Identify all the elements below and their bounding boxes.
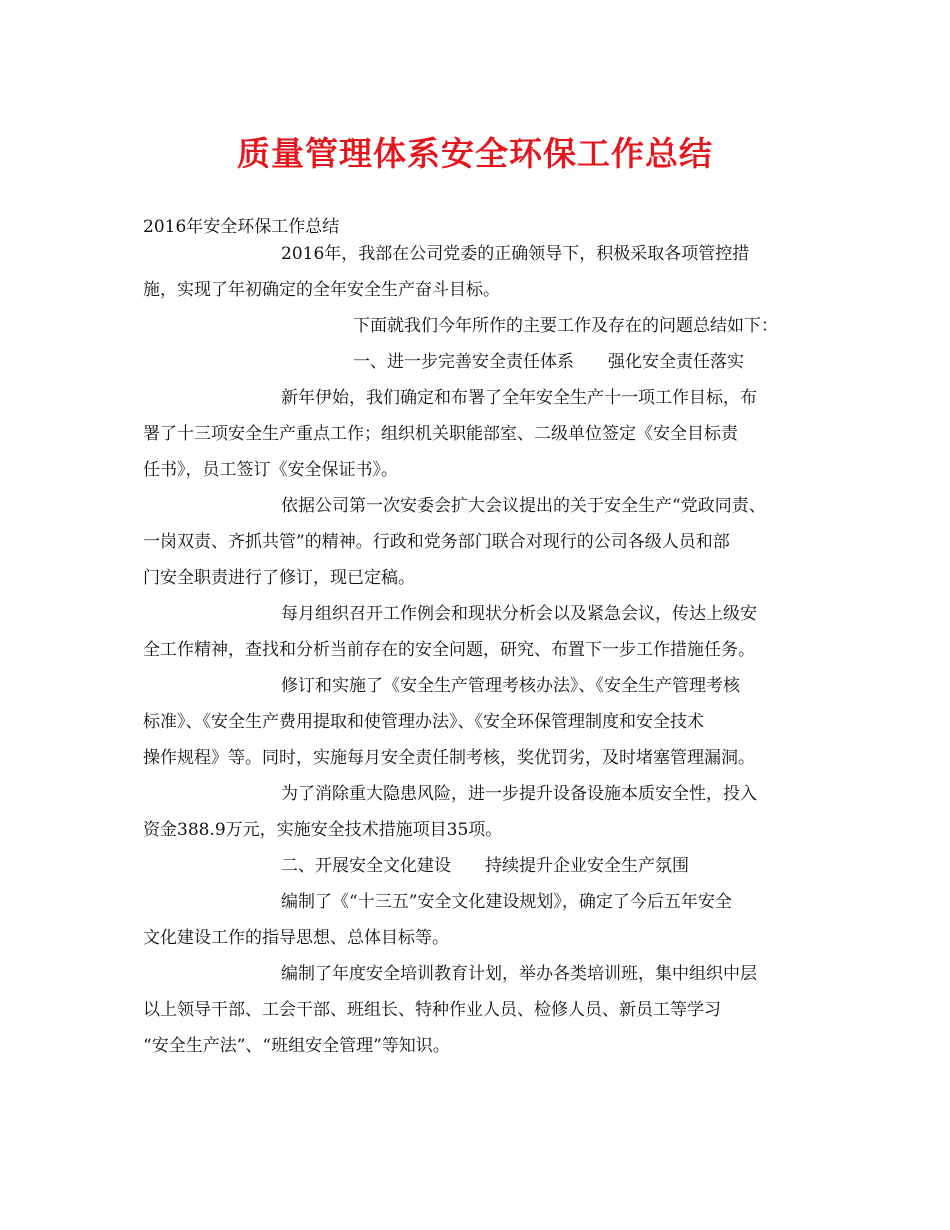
section-heading-line: 一、进一步完善安全责任体系 强化安全责任落实: [353, 352, 744, 372]
paragraph-line: 新年伊始，我们确定和布署了全年安全生产十一项工作目标，布: [281, 388, 757, 408]
section-heading: [143, 344, 811, 380]
paragraph-line: 署了十三项安全生产重点工作；组织机关职能部室、二级单位签定《安全目标责: [143, 424, 738, 444]
paragraph-line: 依据公司第一次安委会扩大会议提出的关于安全生产“党政同责、: [281, 496, 766, 516]
paragraph: [143, 596, 811, 668]
paragraph-line: 一岗双责、齐抓共管”的精神。行政和党务部门联合对现行的公司各级人员和部: [143, 532, 730, 552]
paragraph-line: 2016年，我部在公司党委的正确领导下，积极采取各项管控措: [281, 244, 750, 264]
paragraph-line: 标准》、《安全生产费用提取和使管理办法》、《安全环保管理制度和安全技术: [143, 712, 704, 732]
paragraph-line: 每月组织召开工作例会和现状分析会以及紧急会议，传达上级安: [281, 604, 757, 624]
document-title: 质量管理体系安全环保工作总结: [237, 134, 713, 173]
paragraph-line: 操作规程》等。同时，实施每月安全责任制考核，奖优罚劣，及时堵塞管理漏洞。: [143, 748, 755, 768]
section-heading: [143, 848, 811, 884]
document-subtitle: 2016年安全环保工作总结: [143, 217, 340, 237]
paragraph-line: 资金388.9万元，实施安全技术措施项目35项。: [143, 820, 503, 840]
paragraph-line: 门安全职责进行了修订，现已定稿。: [143, 568, 415, 588]
paragraph-line: 全工作精神，查找和分析当前存在的安全问题，研究、布置下一步工作措施任务。: [143, 640, 755, 660]
paragraph-line: 任书》，员工签订《安全保证书》。: [143, 460, 398, 480]
paragraph: [143, 380, 811, 488]
paragraph: [143, 956, 811, 1064]
paragraph-line: 修订和实施了《安全生产管理考核办法》、《安全生产管理考核: [281, 676, 740, 696]
paragraph: [143, 776, 811, 848]
paragraph-line: 文化建设工作的指导思想、总体目标等。: [143, 928, 449, 948]
paragraph-line: 编制了年度安全培训教育计划，举办各类培训班，集中组织中层: [281, 964, 757, 984]
paragraph-line: 施，实现了年初确定的全年安全生产奋斗目标。: [143, 280, 500, 300]
document-body: [143, 236, 811, 1064]
paragraph-line: 为了消除重大隐患风险，进一步提升设备设施本质安全性，投入: [281, 784, 757, 804]
paragraph-line: 下面就我们今年所作的主要工作及存在的问题总结如下：: [353, 316, 778, 336]
section-heading-line: 二、开展安全文化建设 持续提升企业安全生产氛围: [281, 856, 689, 876]
paragraph: [143, 668, 811, 776]
paragraph: [143, 884, 811, 956]
paragraph: [143, 236, 811, 308]
paragraph-line: 编制了《“十三五”安全文化建设规划》，确定了今后五年安全: [281, 892, 732, 912]
paragraph-line: “安全生产法”、“班组安全管理”等知识。: [143, 1036, 450, 1056]
paragraph: [143, 308, 811, 344]
paragraph-line: 以上领导干部、工会干部、班组长、特种作业人员、检修人员、新员工等学习: [143, 1000, 721, 1020]
paragraph: [143, 488, 811, 596]
